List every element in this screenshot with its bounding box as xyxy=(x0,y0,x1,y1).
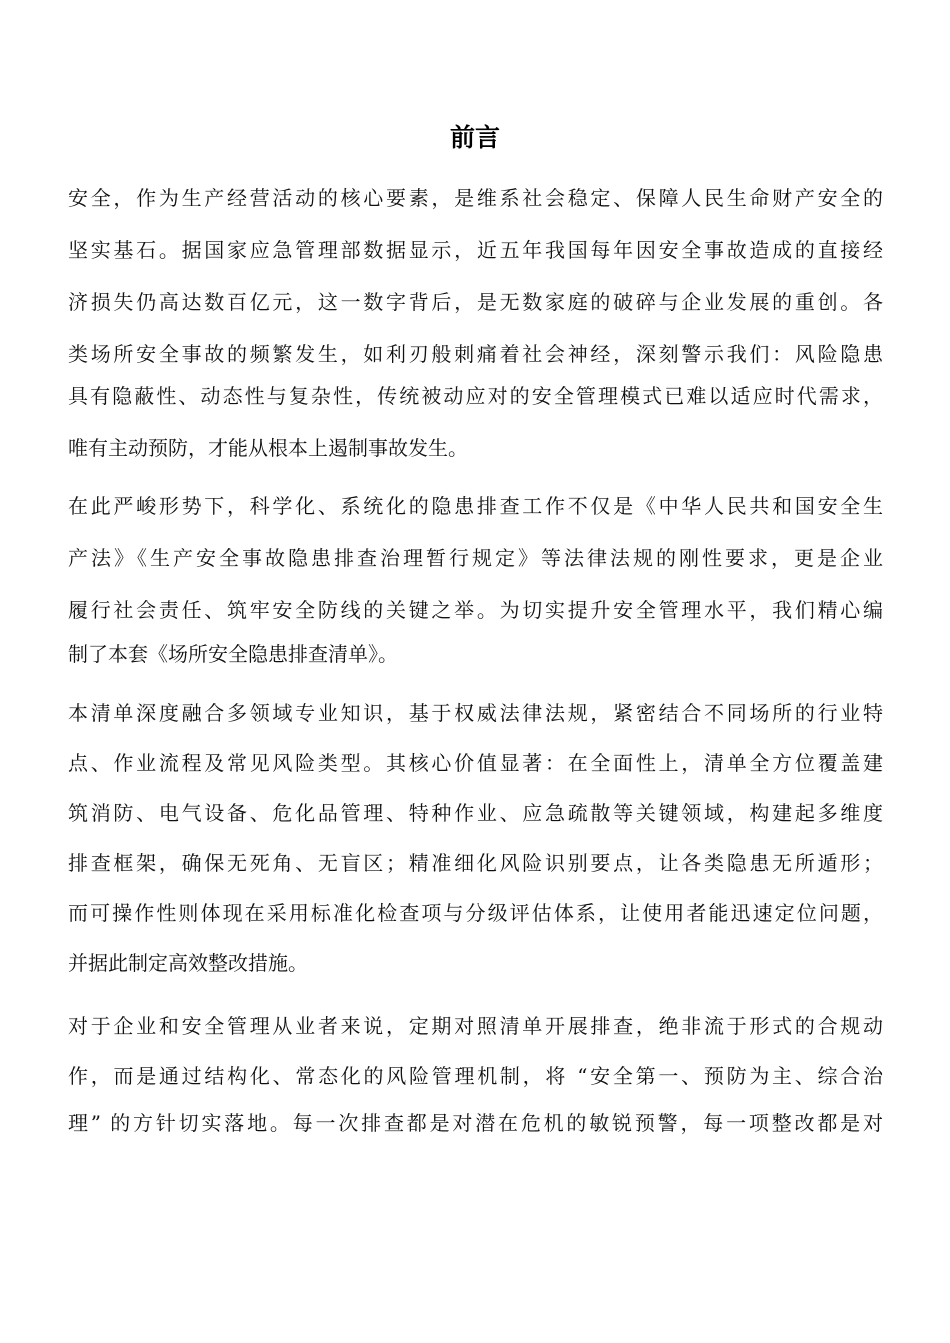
paragraph-2-line-2: 产法》《生产安全事故隐患排查治理暂行规定》等法律法规的刚性要求，更是企业 xyxy=(68,546,883,570)
paragraph-1-line-4: 类场所安全事故的频繁发生，如利刃般刺痛着社会神经，深刻警示我们：风险隐患 xyxy=(68,342,883,366)
paragraph-3-line-2: 点、作业流程及常见风险类型。其核心价值显著：在全面性上，清单全方位覆盖建 xyxy=(68,751,883,775)
paragraph-3-line-6: 并据此制定高效整改措施。 xyxy=(68,951,308,975)
page-title: 前言 xyxy=(449,123,500,152)
paragraph-2-line-4: 制了本套《场所安全隐患排查清单》。 xyxy=(68,642,398,666)
paragraph-3-line-5: 而可操作性则体现在采用标准化检查项与分级评估体系，让使用者能迅速定位问题， xyxy=(68,901,883,925)
paragraph-1-line-6: 唯有主动预防，才能从根本上遏制事故发生。 xyxy=(68,436,468,460)
paragraph-4-line-2: 作，而是通过结构化、常态化的风险管理机制，将 “安全第一、预防为主、综合治 xyxy=(68,1064,883,1088)
paragraph-1-line-1: 安全，作为生产经营活动的核心要素，是维系社会稳定、保障人民生命财产安全的 xyxy=(68,186,883,210)
paragraph-2-line-3: 履行社会责任、筑牢安全防线的关键之举。为切实提升安全管理水平，我们精心编 xyxy=(68,598,883,622)
paragraph-3-line-4: 排查框架，确保无死角、无盲区；精准细化风险识别要点，让各类隐患无所遁形； xyxy=(68,851,883,875)
paragraph-1-line-2: 坚实基石。据国家应急管理部数据显示，近五年我国每年因安全事故造成的直接经 xyxy=(68,238,883,262)
paragraph-1-line-3: 济损失仍高达数百亿元，这一数字背后，是无数家庭的破碎与企业发展的重创。各 xyxy=(68,290,883,314)
paragraph-4-line-1: 对于企业和安全管理从业者来说，定期对照清单开展排查，绝非流于形式的合规动 xyxy=(68,1014,883,1038)
paragraph-3-line-1: 本清单深度融合多领域专业知识，基于权威法律法规，紧密结合不同场所的行业特 xyxy=(68,701,883,725)
paragraph-1-line-5: 具有隐蔽性、动态性与复杂性，传统被动应对的安全管理模式已难以适应时代需求， xyxy=(68,384,883,408)
paragraph-4-line-3: 理” 的方针切实落地。每一次排查都是对潜在危机的敏锐预警，每一项整改都是对 xyxy=(68,1111,883,1135)
paragraph-3-line-3: 筑消防、电气设备、危化品管理、特种作业、应急疏散等关键领域，构建起多维度 xyxy=(68,801,883,825)
paragraph-2-line-1: 在此严峻形势下，科学化、系统化的隐患排查工作不仅是《中华人民共和国安全生 xyxy=(68,494,883,518)
